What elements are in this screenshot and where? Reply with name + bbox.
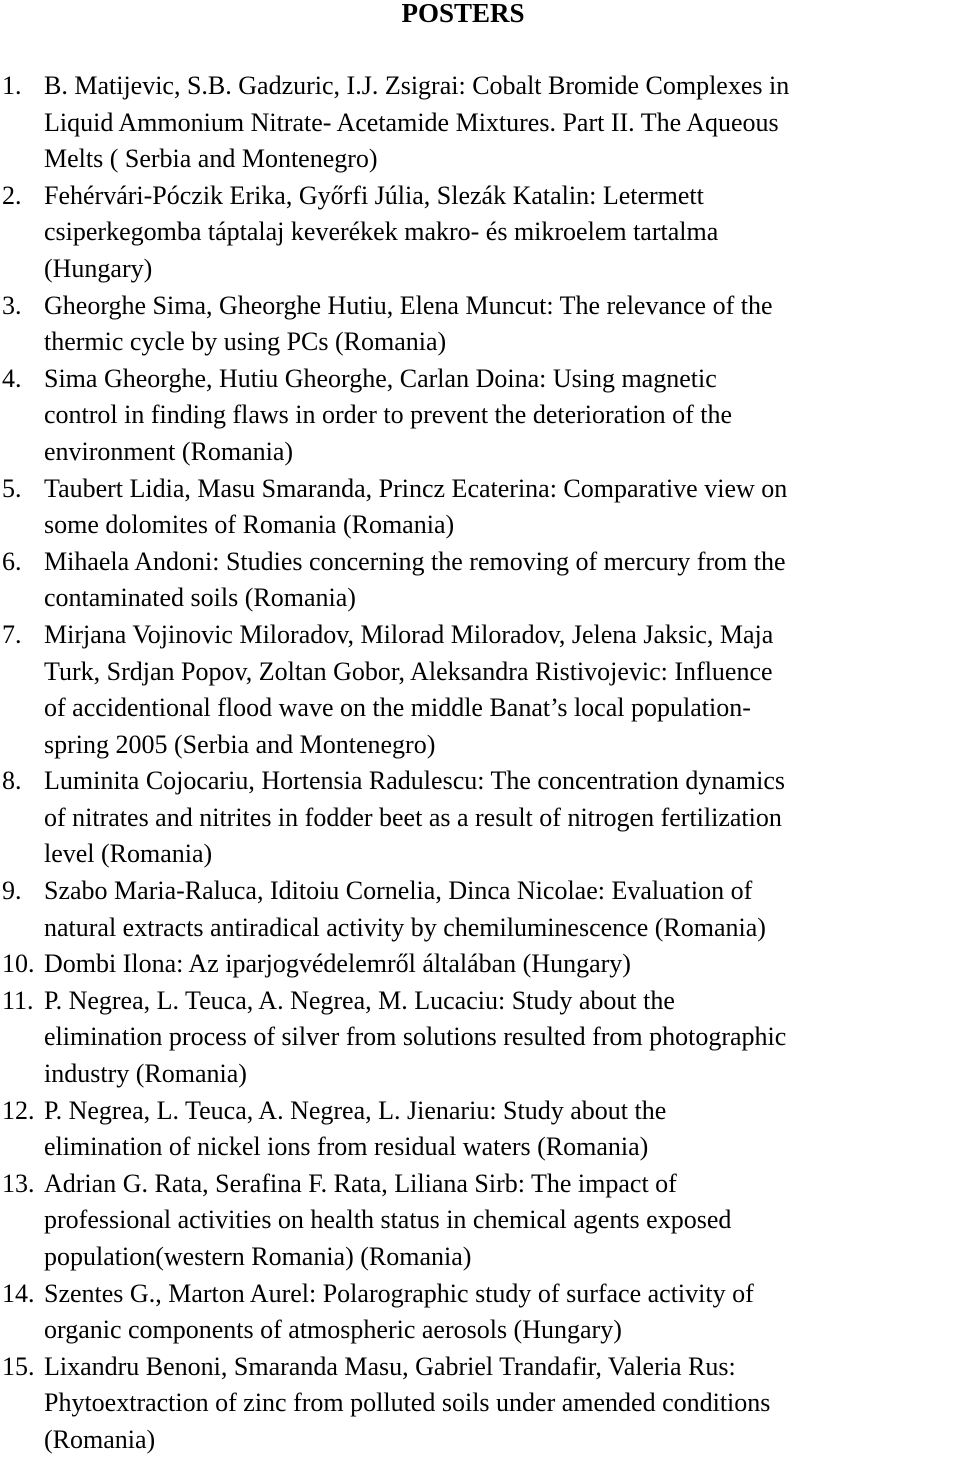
poster-number: 6. [2,546,22,576]
poster-number: 2. [2,180,22,210]
poster-item-5 [0,471,960,544]
poster-item-9 [0,873,960,946]
poster-text: Gheorghe Sima, Gheorghe Hutiu, Elena Muncut: The relevance of the thermic cycle by using PCs (Romania) [44,290,773,357]
poster-text: Mihaela Andoni: Studies concerning the removing of mercury from the contaminated soils (Romania) [44,546,786,613]
poster-number: 10. [2,949,35,979]
poster-number: 5. [2,473,22,503]
poster-list [0,68,960,1459]
poster-number: 1. [2,71,22,100]
poster-number: 12. [2,1095,35,1125]
poster-number: 8. [2,766,22,796]
poster-number: 11. [2,985,34,1015]
poster-text: Sima Gheorghe, Hutiu Gheorghe, Carlan Doina: Using magnetic control in finding flaws in order to prevent the deterioration of the environment (Romania) [44,363,733,466]
poster-text: Taubert Lidia, Masu Smaranda, Princz Ecaterina: Comparative view on some dolomites of Romania (Romania) [44,473,788,540]
poster-item-15 [0,1349,960,1459]
poster-text: Fehérvári-Póczik Erika, Győrfi Júlia, Slezák Katalin: Letermett csiperkegomba táptalaj keverékek makro- és mikroelem tartalma (Hungary) [44,180,719,283]
poster-text: Adrian G. Rata, Serafina F. Rata, Liliana Sirb: The impact of professional activities on health status in chemical agents exposed population(western Romania) (Romania) [44,1168,732,1271]
poster-item-2 [0,178,960,288]
poster-item-12 [0,1093,960,1166]
poster-item-8 [0,763,960,873]
poster-text: Dombi Ilona: Az iparjogvédelemről általában (Hungary) [44,949,631,979]
poster-number: 14. [2,1278,35,1308]
poster-text: Lixandru Benoni, Smaranda Masu, Gabriel Trandafir, Valeria Rus: Phytoextraction of zinc from polluted soils under amended conditions (Romania) [44,1351,771,1454]
poster-text: Mirjana Vojinovic Miloradov, Milorad Miloradov, Jelena Jaksic, Maja Turk, Srdjan Popov, Zoltan Gobor, Aleksandra Ristivojevic: Influence of accidentional flood wave on the middle Banat’s local population- spring 2005 (Serbia and Montenegro) [44,619,774,759]
poster-item-1 [0,68,960,178]
poster-item-10 [0,946,960,983]
poster-text: Szentes G., Marton Aurel: Polarographic study of surface activity of organic components of atmospheric aerosols (Hungary) [44,1278,754,1345]
poster-number: 4. [2,363,22,393]
poster-item-4 [0,361,960,471]
poster-text: Luminita Cojocariu, Hortensia Radulescu: The concentration dynamics of nitrates and nitrites in fodder beet as a result of nitrogen fertilization level (Romania) [44,766,786,869]
poster-number: 7. [2,619,22,649]
poster-number: 15. [2,1351,35,1381]
poster-item-11 [0,983,960,1093]
poster-item-14 [0,1276,960,1349]
page-title: POSTERS [401,0,525,28]
poster-number: 13. [2,1168,35,1198]
poster-text: P. Negrea, L. Teuca, A. Negrea, L. Jienariu: Study about the elimination of nickel ions from residual waters (Romania) [44,1095,667,1162]
poster-number: 3. [2,290,22,320]
poster-text: P. Negrea, L. Teuca, A. Negrea, M. Lucaciu: Study about the elimination process of silver from solutions resulted from photographic industry (Romania) [44,985,787,1089]
poster-item-7 [0,617,960,763]
poster-item-3 [0,288,960,361]
poster-text: Szabo Maria-Raluca, Iditoiu Cornelia, Dinca Nicolae: Evaluation of natural extracts antiradical activity by chemiluminescence (Romania) [44,876,766,942]
poster-item-13 [0,1166,960,1276]
poster-item-6 [0,544,960,617]
poster-text: B. Matijevic, S.B. Gadzuric, I.J. Zsigrai: Cobalt Bromide Complexes in Liquid Ammonium Nitrate- Acetamide Mixtures. Part II. The Aqueous Melts ( Serbia and Montenegro) [44,71,790,174]
poster-number: 9. [2,876,22,906]
